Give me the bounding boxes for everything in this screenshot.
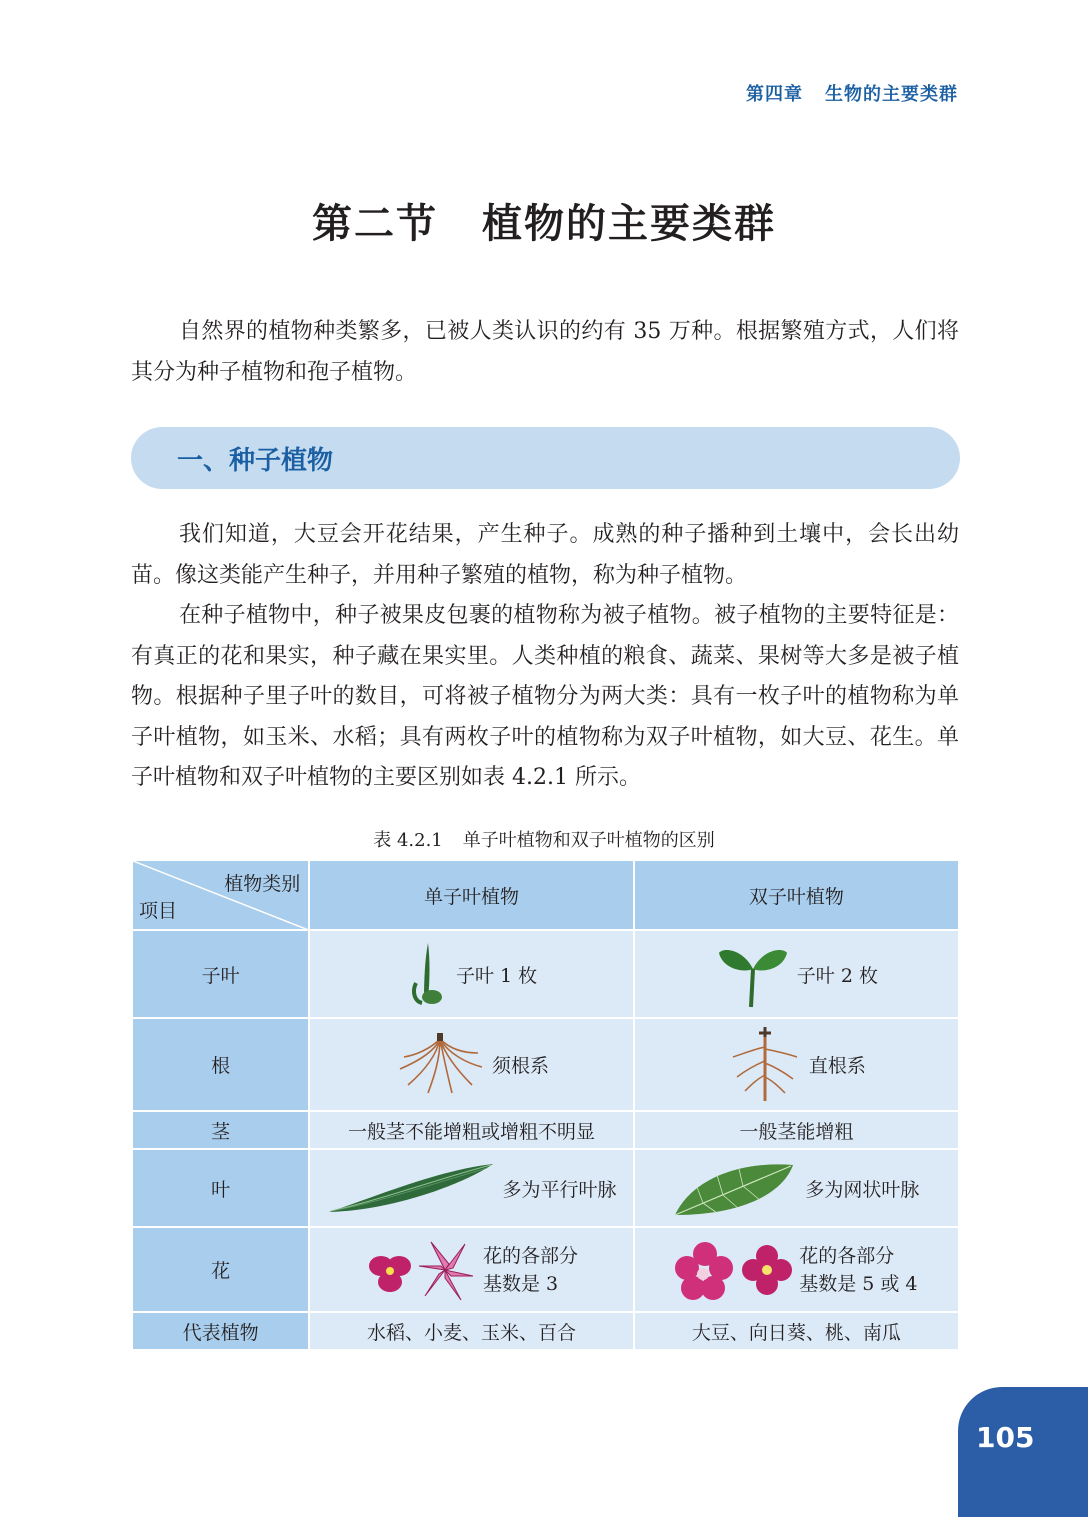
dicot-seedling-icon	[715, 939, 791, 1009]
column-header-monocot: 单子叶植物	[309, 860, 633, 930]
table-row-cotyledon	[132, 930, 959, 1018]
monocot-cotyledon-text: 子叶 1 枚	[455, 964, 538, 987]
dicot-flower-icon	[675, 1236, 793, 1304]
paragraph-seed-plants: 我们知道，大豆会开花结果，产生种子。成熟的种子播种到土壤中，会长出幼苗。像这类能产生种子，并用种子繁殖的植物，称为种子植物。	[131, 522, 959, 588]
column-header-dicot: 双子叶植物	[634, 860, 959, 930]
table-row-root	[132, 1018, 959, 1111]
comparison-table	[131, 859, 960, 1351]
table-row-stem	[132, 1111, 959, 1149]
table-header-row	[132, 860, 959, 930]
monocot-flower-icon	[365, 1236, 477, 1304]
dicot-flower-line1: 花的各部分	[799, 1244, 895, 1267]
dicot-cotyledon-text: 子叶 2 枚	[796, 964, 878, 987]
taproot-icon	[727, 1027, 803, 1103]
table-row-flower	[132, 1227, 959, 1312]
intro-paragraph: 自然界的植物种类繁多，已被人类认识的约有 35 万种。根据繁殖方式，人们将其分为种子植物和孢子植物。	[131, 319, 959, 385]
table-caption-title: 单子叶植物和双子叶植物的区别	[462, 830, 715, 851]
fibrous-root-text: 须根系	[492, 1055, 550, 1077]
page-number: 105	[976, 1421, 1035, 1454]
page-number-tab	[958, 1387, 1088, 1517]
table-row-leaf	[132, 1149, 959, 1227]
row-label-cotyledon: 子叶	[132, 930, 309, 1018]
row-label-examples: 代表植物	[132, 1312, 309, 1350]
paragraph-angiosperms: 在种子植物中，种子被果皮包裹的植物称为被子植物。被子植物的主要特征是：有真正的花和果实，种子藏在果实里。人类种植的粮食、蔬菜、果树等大多是被子植物。根据种子里子叶的数目，可将被子植物分为两大类：具有一枚子叶的植物称为单子叶植物，如玉米、水稻；具有两枚子叶的植物称为双子叶植物，如大豆、花生。单子叶植物和双子叶植物的主要区别如表 4.2.1 所示。	[131, 603, 959, 790]
corner-bottom-label: 项目	[139, 900, 178, 922]
table-caption	[0, 826, 1088, 852]
table-row-examples	[132, 1312, 959, 1350]
subheading-bar	[131, 427, 960, 489]
dicot-flower-line2: 基数是 5 或 4	[799, 1272, 918, 1295]
running-header	[746, 80, 958, 106]
netted-vein-text: 多为网状叶脉	[805, 1178, 920, 1201]
row-label-leaf: 叶	[132, 1149, 309, 1227]
dicot-examples-text: 大豆、向日葵、桃、南瓜	[634, 1312, 959, 1350]
monocot-seedling-icon	[406, 939, 450, 1009]
netted-vein-leaf-icon	[673, 1157, 799, 1219]
row-label-root: 根	[132, 1018, 309, 1111]
section-name: 植物的主要类群	[482, 201, 776, 247]
monocot-flower-line2: 基数是 3	[483, 1272, 559, 1295]
taproot-text: 直根系	[808, 1055, 866, 1077]
table-caption-number: 表 4.2.1	[373, 830, 443, 851]
section-title	[0, 192, 1088, 249]
corner-top-label: 植物类别	[224, 873, 301, 895]
row-label-stem: 茎	[132, 1111, 309, 1149]
fibrous-root-icon	[394, 1033, 486, 1097]
chapter-number: 第四章	[746, 84, 803, 105]
parallel-vein-text: 多为平行叶脉	[502, 1178, 617, 1201]
row-label-flower: 花	[132, 1227, 309, 1312]
table-corner-cell	[132, 860, 309, 930]
chapter-title: 生物的主要类群	[825, 84, 958, 105]
dicot-stem-text: 一般茎能增粗	[634, 1111, 959, 1149]
monocot-flower-line1: 花的各部分	[483, 1244, 579, 1267]
parallel-vein-leaf-icon	[327, 1160, 497, 1216]
monocot-examples-text: 水稻、小麦、玉米、百合	[309, 1312, 633, 1350]
section-number: 第二节	[312, 201, 438, 247]
subheading: 一、种子植物	[177, 446, 334, 476]
monocot-stem-text: 一般茎不能增粗或增粗不明显	[309, 1111, 633, 1149]
